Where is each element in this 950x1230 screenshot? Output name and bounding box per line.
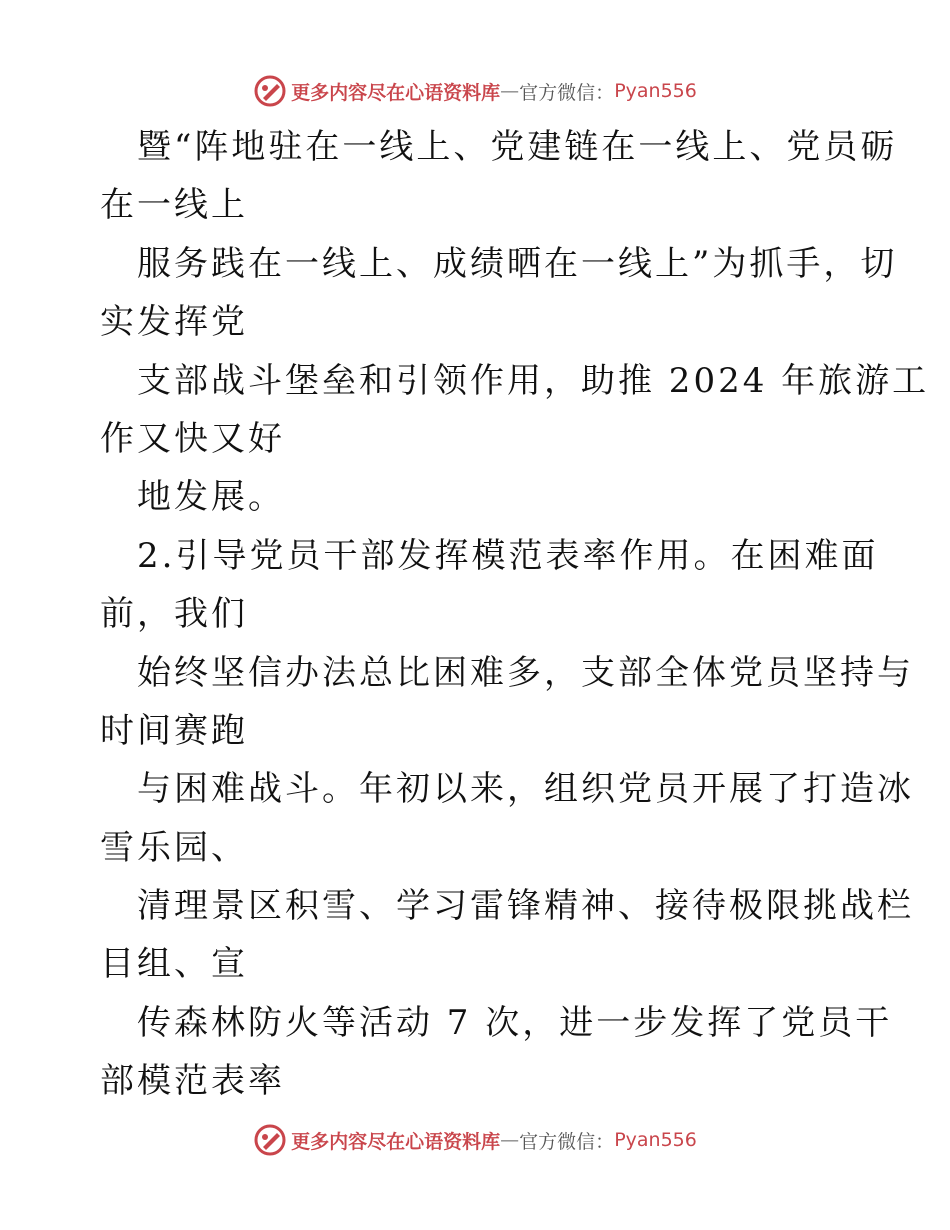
text-line: 暨“阵地驻在一线上、党建链在一线上、党员砺	[137, 127, 898, 167]
text-line: 支部战斗堡垒和引领作用，助推 2024 年旅游工	[137, 360, 930, 401]
banner-title: 更多内容尽在心语资料库	[291, 1130, 501, 1153]
text-line: 实发挥党	[100, 302, 248, 343]
banner-dash: —	[500, 1129, 520, 1151]
text-line: 时间赛跑	[100, 710, 248, 751]
text-line: 服务践在一线上、成绩晒在一线上”为抓手，切	[137, 243, 898, 284]
text-line: 始终坚信办法总比困难多，支部全体党员坚持与	[137, 652, 914, 693]
text-line: 清理景区积雪、学习雷锋精神、接待极限挑战栏	[137, 886, 914, 927]
logo-icon	[253, 1123, 287, 1157]
text-line: 与困难战斗。年初以来，组织党员开展了打造冰	[137, 769, 914, 810]
text-line: 作又快又好	[100, 418, 285, 459]
text-line: 目组、宣	[100, 944, 248, 985]
text-line: 部模范表率	[100, 1061, 285, 1102]
logo-icon	[253, 74, 287, 108]
banner-wechat-label: 官方微信：	[519, 1130, 615, 1153]
banner-title: 更多内容尽在心语资料库	[291, 81, 501, 104]
document-body	[100, 118, 930, 1111]
banner-wechat-id: Pyan556	[614, 80, 697, 102]
text-line: 2.引导党员干部发挥模范表率作用。在困难面	[137, 535, 879, 576]
text-line: 前，我们	[100, 594, 248, 635]
header-banner	[0, 71, 950, 111]
text-line: 雪乐园、	[100, 827, 248, 868]
banner-wechat-label: 官方微信：	[519, 81, 615, 104]
text-line: 传森林防火等活动 7 次，进一步发挥了党员干	[137, 1002, 893, 1043]
footer-banner	[0, 1120, 950, 1160]
text-line: 地发展。	[137, 477, 285, 518]
banner-dash: —	[500, 80, 520, 102]
banner-wechat-id: Pyan556	[614, 1129, 697, 1151]
text-line: 在一线上	[100, 185, 248, 226]
